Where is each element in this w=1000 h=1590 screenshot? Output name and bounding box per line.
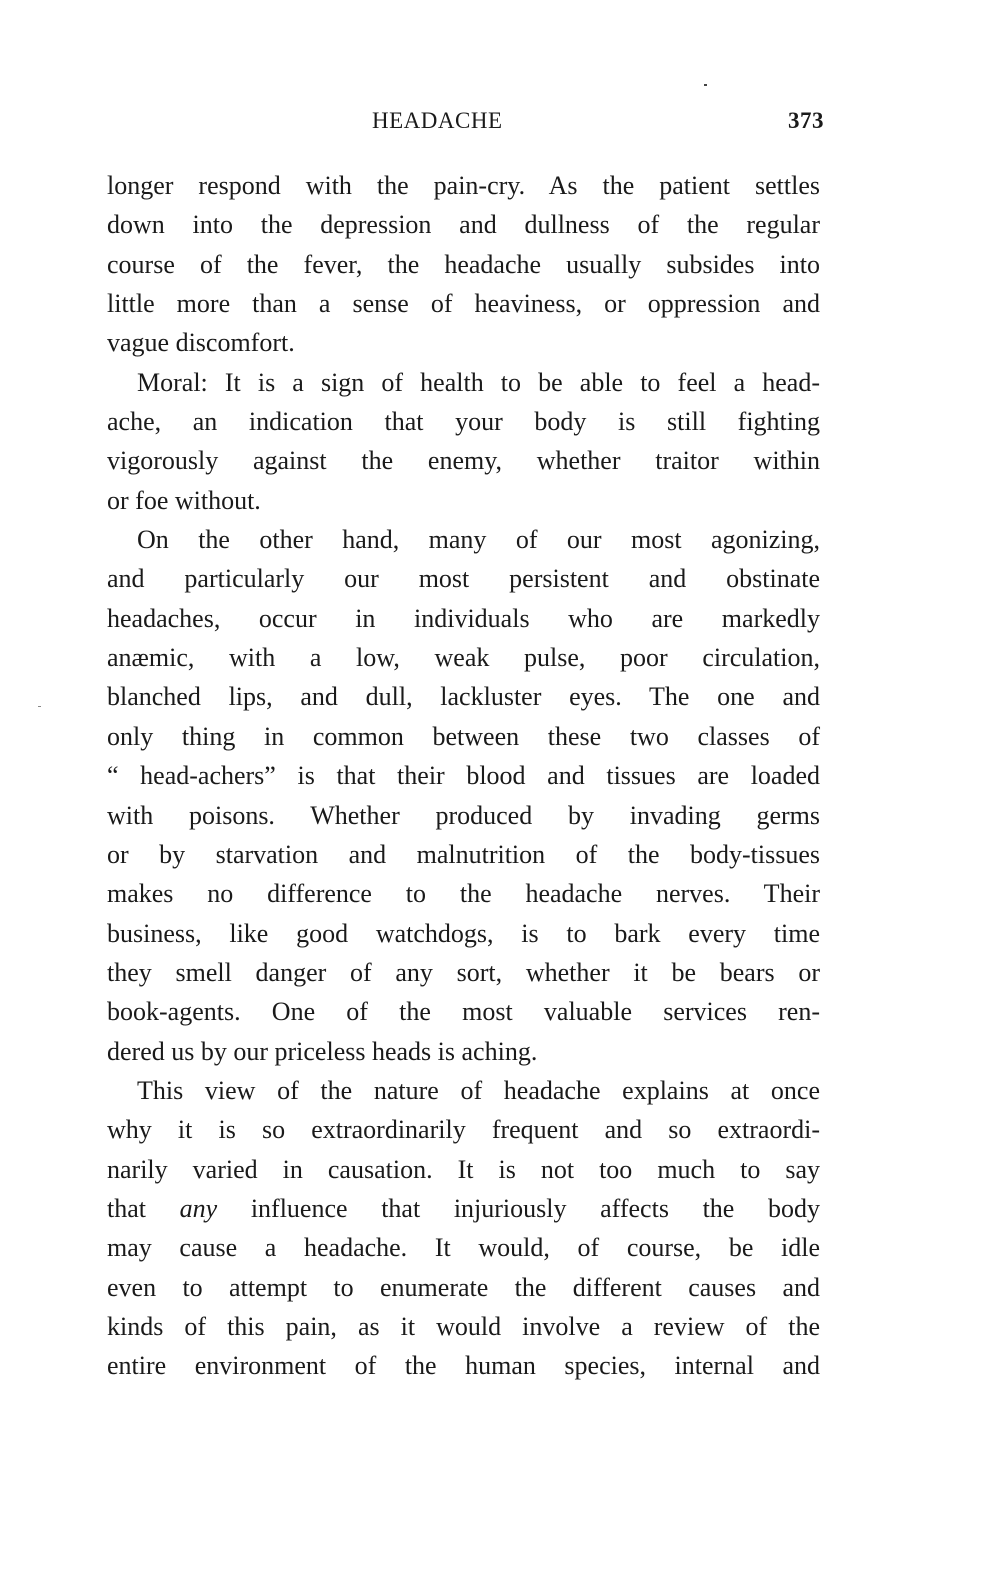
text-line: and particularly our most persistent and obstinate — [107, 564, 820, 594]
text-line: vague discomfort. — [107, 328, 295, 358]
running-title: HEADACHE — [372, 108, 503, 133]
text-line: even to attempt to enumerate the different causes and — [107, 1272, 820, 1302]
text-line: course of the fever, the headache usually subsides into — [107, 249, 820, 279]
text-line: or by starvation and malnutrition of the body-tissues — [107, 839, 820, 869]
text-line: ache, an indication that your body is still fighting — [107, 407, 820, 437]
text-line: may cause a headache. It would, of course, be idle — [107, 1233, 820, 1263]
paragraph-start-line: Moral: It is a sign of health to be able to feel a head- — [137, 367, 820, 397]
text-line: only thing in common between these two classes of — [107, 721, 820, 751]
page-body — [107, 166, 820, 1386]
text-line: why it is so extraordinarily frequent and so extraordi- — [107, 1115, 820, 1145]
page-number: 373 — [788, 108, 824, 133]
text-line — [107, 1189, 820, 1228]
text-line: longer respond with the pain-cry. As the patient settles — [107, 171, 820, 200]
text-line: anæmic, with a low, weak pulse, poor circulation, — [107, 643, 820, 673]
text-line: headaches, occur in individuals who are markedly — [107, 603, 820, 633]
text-line: or foe without. — [107, 485, 261, 515]
text-segment: that — [107, 1193, 146, 1223]
text-segment: influence that injuriously affects the body — [250, 1193, 820, 1223]
text-line: little more than a sense of heaviness, or oppression and — [107, 289, 820, 319]
scan-speck — [704, 84, 707, 86]
text-line: “ head-achers” is that their blood and tissues are loaded — [107, 761, 820, 791]
text-line: vigorously against the enemy, whether traitor within — [107, 446, 820, 476]
text-line: dered us by our priceless heads is aching. — [107, 1036, 538, 1066]
text-line: blanched lips, and dull, lackluster eyes. The one and — [107, 682, 820, 712]
text-line: narily varied in causation. It is not too much to say — [107, 1154, 820, 1184]
paragraph-start-line: On the other hand, many of our most agonizing, — [137, 525, 820, 555]
text-line: business, like good watchdogs, is to bark every time — [107, 918, 820, 948]
text-line: they smell danger of any sort, whether it be bears or — [107, 957, 820, 987]
text-line: with poisons. Whether produced by invading germs — [107, 800, 820, 830]
text-line: book-agents. One of the most valuable services ren- — [107, 997, 820, 1027]
text-line: down into the depression and dullness of the regular — [107, 210, 820, 240]
text-line: kinds of this pain, as it would involve a review of the — [107, 1311, 820, 1341]
italic-emphasis: any — [179, 1193, 218, 1223]
paragraph-start-line: This view of the nature of headache explains at once — [137, 1075, 820, 1105]
scan-speck — [38, 706, 41, 707]
text-line: entire environment of the human species, internal and — [107, 1351, 820, 1381]
text-line: makes no difference to the headache nerves. Their — [107, 879, 820, 909]
